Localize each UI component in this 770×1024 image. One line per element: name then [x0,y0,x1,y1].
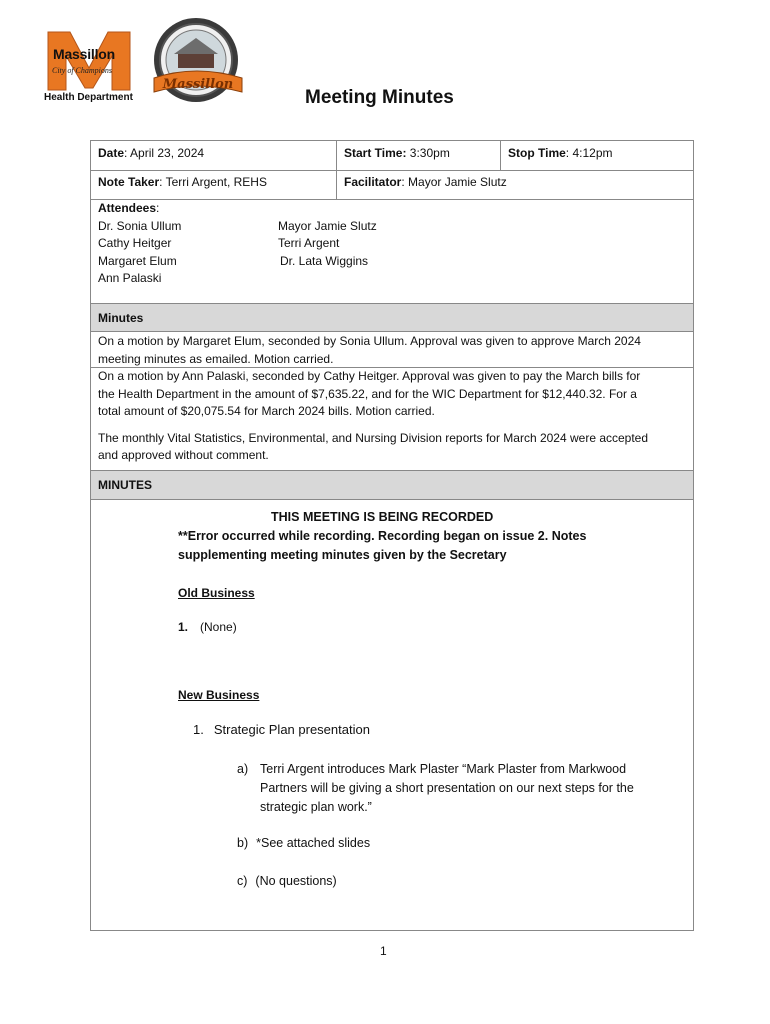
meta-row-people [91,171,693,200]
attendee: Margaret Elum [98,253,177,268]
meta-row-times [91,141,693,171]
minutes-header-row [91,304,693,332]
stop-time-value: : 4:12pm [565,146,613,160]
new-business-item: 1. Strategic Plan presentation [193,722,370,737]
start-time-value: 3:30pm [406,146,450,160]
minutes-paragraph-1: On a motion by Margaret Elum, seconded by Sonia Ullum. Approval was given to approve March 2024 meeting minutes as emailed. Motion carried. [91,332,693,368]
logo-tagline: City of Champions [52,66,113,75]
date-cell [91,141,336,170]
minutes-table [90,140,694,931]
minutes2-header: MINUTES [98,478,152,492]
new-business-heading: New Business [178,688,260,702]
attendee: Dr. Lata Wiggins [280,253,369,268]
minutes2-header-row [91,471,693,500]
recorded-notice: THIS MEETING IS BEING RECORDED [271,510,494,524]
facilitator-label: Facilitator [344,175,402,189]
error-note-line1: **Error occurred while recording. Recording began on issue 2. Notes [178,529,587,543]
start-time-cell [336,141,500,170]
page-number: 1 [380,944,387,958]
sub-item-c: c) (No questions) [237,874,337,888]
attendees-label: Attendees [98,201,157,215]
old-business-heading: Old Business [178,586,255,600]
facilitator-cell [336,171,693,199]
attendee: Terri Argent [278,236,340,250]
attendee: Cathy Heitger [98,236,172,250]
attendee: Ann Palaski [98,271,162,285]
stop-time-cell [500,141,693,170]
attendees-right [278,218,377,271]
old-business-item: 1. (None) [178,620,237,634]
stop-time-label: Stop Time [508,146,566,160]
logo-name: Massillon [53,46,115,62]
meeting-body [91,500,693,930]
note-taker-value: : Terri Argent, REHS [159,175,267,189]
sub-item-b: b) *See attached slides [237,836,371,850]
sub-item-a: a) Terri Argent introduces Mark Plaster “Mark Plaster from Markwood Partners will be giving a short presentation on our next steps for the strategic plan work.” [237,762,634,814]
attendees-row [91,200,693,304]
page-title: Meeting Minutes [305,87,454,108]
note-taker-label: Note Taker [98,175,160,189]
start-time-label: Start Time: [344,146,407,160]
attendee: Dr. Sonia Ullum [98,218,182,233]
date-value: : April 23, 2024 [124,146,205,160]
minutes-header: Minutes [98,311,144,325]
error-note-line2: supplementing meeting minutes given by the Secretary [178,548,507,562]
attendee: Mayor Jamie Slutz [278,218,377,233]
note-taker-cell [91,171,336,199]
city-seal-logo [150,16,246,108]
minutes-paragraph-2: On a motion by Ann Palaski, seconded by Cathy Heitger. Approval was given to pay the March bills for the Health Department in the amount of $7,635.22, and for the WIC Department for $12,440.32. For a total amount of $20,075.54 for March 2024 bills. Motion carried. The monthly Vital Statistics, Environmental, and Nursing Division reports for March 2024 were accepted and approved without comment. [91,368,693,471]
minutes-paragraph-3: The monthly Vital Statistics, Environmental, and Nursing Division reports for March 2024 were accepted [98,430,649,445]
date-label: Date [98,146,125,160]
seal-text: Massillon [162,77,234,92]
facilitator-value: : Mayor Jamie Slutz [401,175,507,189]
attendees-left: Attendees: Dr. Sonia Ullum Cathy Heitger Margaret Elum Ann Palaski [98,200,181,288]
logo-department: Health Department [44,92,133,103]
